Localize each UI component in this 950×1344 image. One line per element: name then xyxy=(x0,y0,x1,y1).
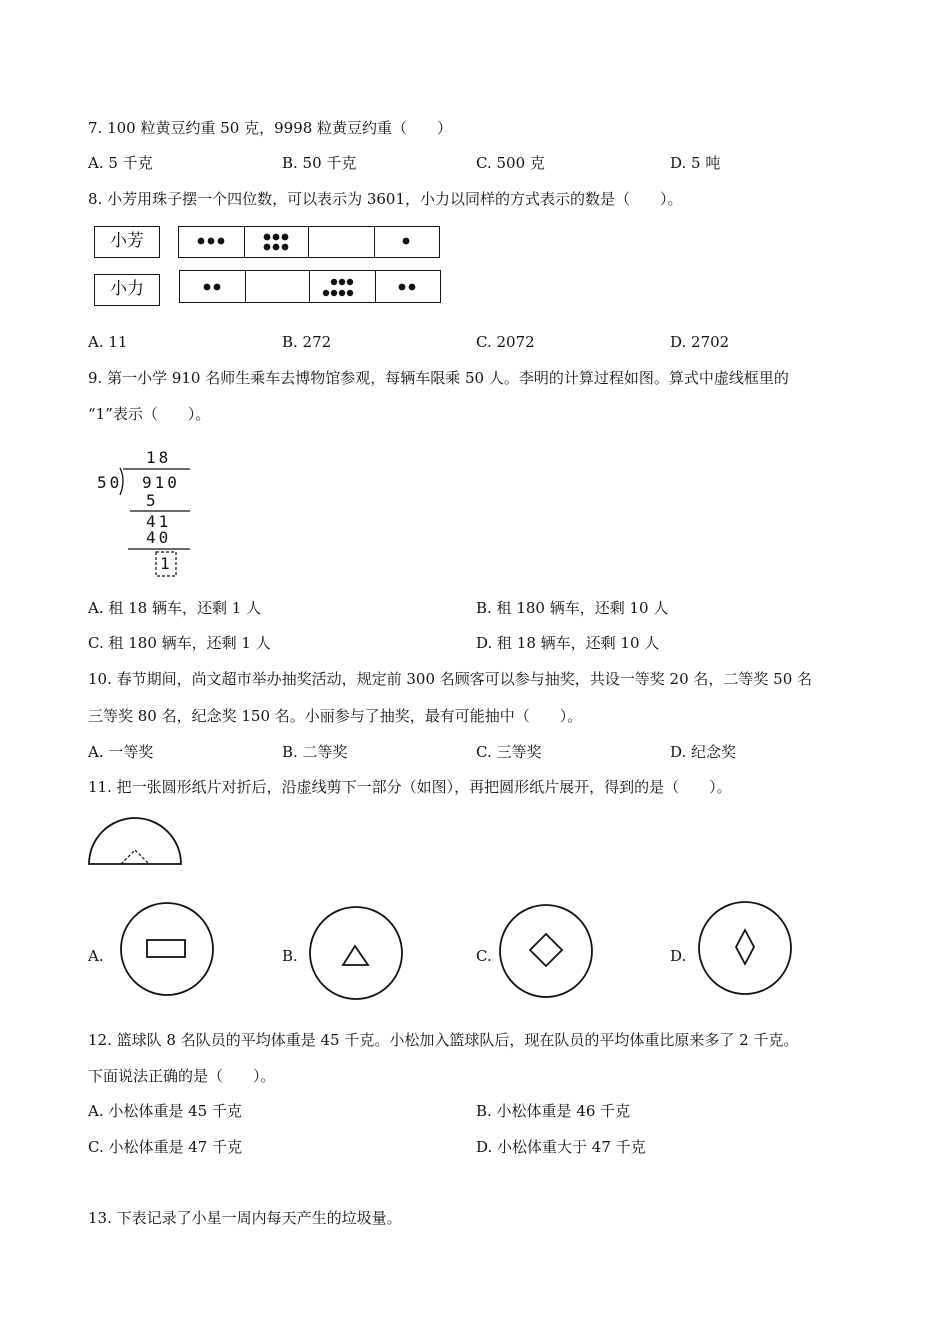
bead-cell xyxy=(310,271,376,302)
q10-stem-line2: 三等奖 80 名，纪念奖 150 名。小丽参与了抽奖，最有可能抽中（ ）。 xyxy=(88,707,583,725)
q9-option-a[interactable]: A. 租 18 辆车，还剩 1 人 xyxy=(88,599,262,617)
q7-option-b[interactable]: B. 50 千克 xyxy=(282,154,357,172)
folded-semicircle-figure xyxy=(88,817,184,867)
q7-option-a[interactable]: A. 5 千克 xyxy=(88,154,153,172)
q10-stem-line1: 10. 春节期间，尚文超市举办抽奖活动，规定前 300 名顾客可以参与抽奖，共设一等奖 20 名，二等奖 50 名 xyxy=(88,670,813,688)
q9-stem-line1: 9. 第一小学 910 名师生乘车去博物馆参观，每辆车限乘 50 人。李明的计算过程如图。算式中虚线框里的 xyxy=(88,369,789,387)
q10-option-d[interactable]: D. 纪念奖 xyxy=(670,743,737,761)
q7-stem: 7. 100 粒黄豆约重 50 克，9998 粒黄豆约重（ ） xyxy=(88,119,453,137)
division-step1: 5 xyxy=(146,491,159,510)
q12-stem-line2: 下面说法正确的是（ ）。 xyxy=(88,1067,276,1085)
q8-label-xiaofang: 小芳 xyxy=(94,226,160,258)
q10-option-b[interactable]: B. 二等奖 xyxy=(282,743,348,761)
q11-option-c-label[interactable]: C. xyxy=(476,947,492,965)
q11-option-a-circle-rectangle[interactable] xyxy=(120,902,216,998)
beads-3 xyxy=(179,227,245,257)
q8-option-b[interactable]: B. 272 xyxy=(282,333,332,351)
q11-stem: 11. 把一张圆形纸片对折后，沿虚线剪下一部分（如图），再把圆形纸片展开，得到的是（ ）。 xyxy=(88,778,732,796)
q11-option-b-label[interactable]: B. xyxy=(282,947,298,965)
division-quotient: 18 xyxy=(146,448,172,467)
q9-option-d[interactable]: D. 租 18 辆车，还剩 10 人 xyxy=(476,634,660,652)
q8-stem: 8. 小芳用珠子摆一个四位数，可以表示为 3601，小力以同样的方式表示的数是（ ）。 xyxy=(88,190,683,208)
bead-cell xyxy=(376,271,439,302)
bead-cell xyxy=(309,227,375,257)
q10-option-a[interactable]: A. 一等奖 xyxy=(88,743,154,761)
q8-option-c[interactable]: C. 2072 xyxy=(476,333,535,351)
q7-option-d[interactable]: D. 5 吨 xyxy=(670,154,721,172)
q7-option-c[interactable]: C. 500 克 xyxy=(476,154,545,172)
q10-option-c[interactable]: C. 三等奖 xyxy=(476,743,542,761)
division-divisor: 50 xyxy=(97,473,123,492)
q12-stem-line1: 12. 篮球队 8 名队员的平均体重是 45 千克。小松加入篮球队后，现在队员的平均体重比原来多了 2 千克。 xyxy=(88,1031,799,1049)
q8-bead-table-xiaoli xyxy=(179,270,441,303)
bead-cell xyxy=(246,271,310,302)
q8-label-xiaoli: 小力 xyxy=(94,274,160,306)
bead-cell xyxy=(245,227,309,257)
q11-option-d-label[interactable]: D. xyxy=(670,947,687,965)
beads-2 xyxy=(376,271,439,302)
q12-option-d[interactable]: D. 小松体重大于 47 千克 xyxy=(476,1138,646,1156)
beads-6 xyxy=(245,227,309,257)
q9-option-c[interactable]: C. 租 180 辆车，还剩 1 人 xyxy=(88,634,271,652)
q13-stem: 13. 下表记录了小星一周内每天产生的垃圾量。 xyxy=(88,1209,402,1227)
division-step3: 40 xyxy=(146,528,172,547)
q12-option-c[interactable]: C. 小松体重是 47 千克 xyxy=(88,1138,243,1156)
q8-option-a[interactable]: A. 11 xyxy=(88,333,128,351)
q11-option-c-circle-square-diamond[interactable] xyxy=(499,904,595,1000)
division-step2: 41 xyxy=(146,512,172,531)
division-lines xyxy=(90,440,210,580)
beads-1 xyxy=(375,227,438,257)
beads-7 xyxy=(310,271,376,302)
q9-stem-line2: “1”表示（ ）。 xyxy=(88,405,211,423)
division-dividend: 910 xyxy=(142,473,180,492)
q8-option-d[interactable]: D. 2702 xyxy=(670,333,730,351)
q11-option-d-circle-diamond[interactable] xyxy=(698,901,794,997)
bead-cell xyxy=(179,227,245,257)
q12-option-b[interactable]: B. 小松体重是 46 千克 xyxy=(476,1102,631,1120)
q12-option-a[interactable]: A. 小松体重是 45 千克 xyxy=(88,1102,242,1120)
beads-2 xyxy=(180,271,246,302)
q11-option-a-label[interactable]: A. xyxy=(88,947,104,965)
division-remainder: 1 xyxy=(160,554,173,573)
bead-cell xyxy=(180,271,246,302)
q8-bead-table-xiaofang xyxy=(178,226,440,258)
q9-option-b[interactable]: B. 租 180 辆车，还剩 10 人 xyxy=(476,599,669,617)
bead-cell xyxy=(375,227,438,257)
q11-option-b-circle-triangle[interactable] xyxy=(309,906,405,1002)
